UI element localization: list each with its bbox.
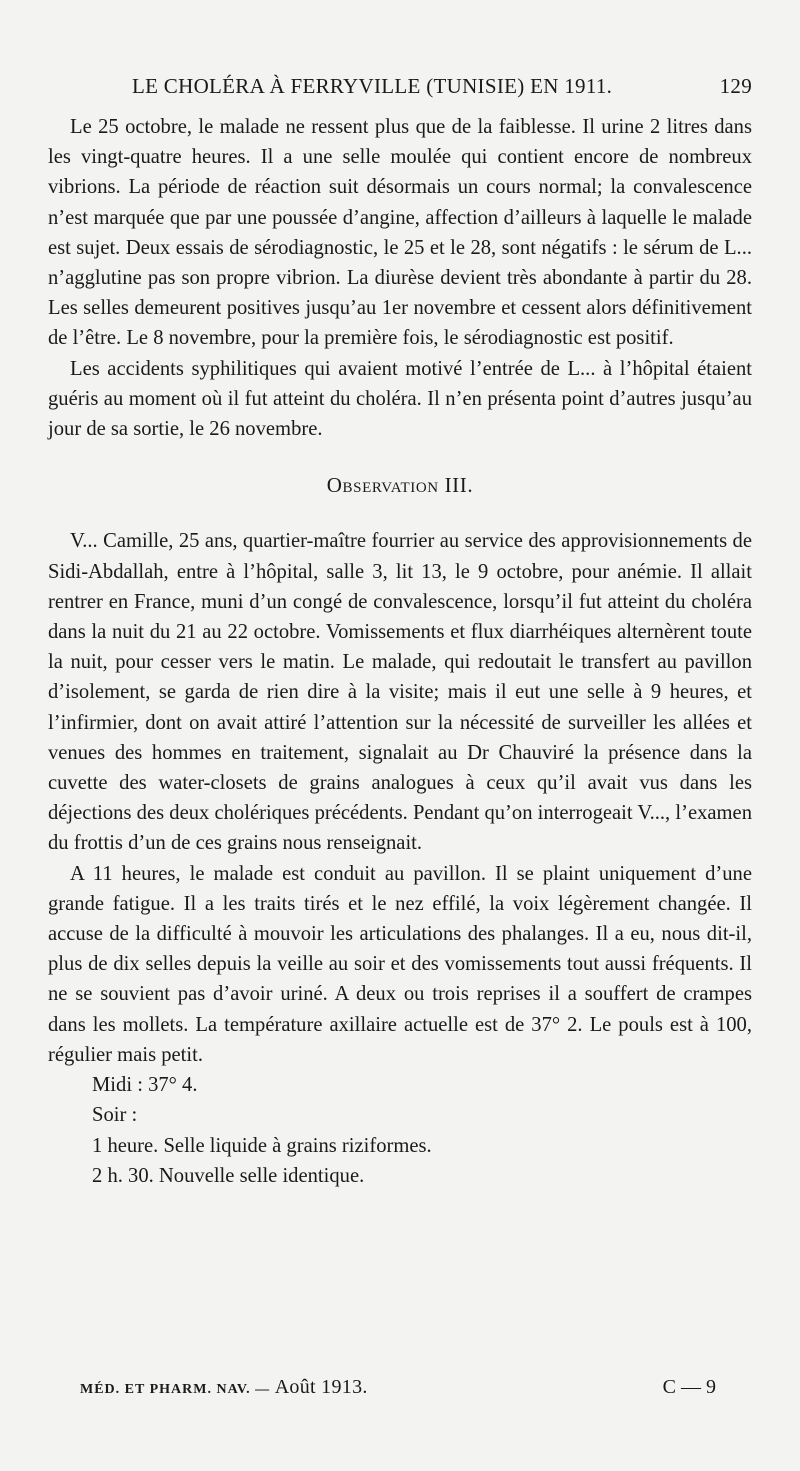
signature-mark: C — 9 [662, 1376, 716, 1398]
paragraph: A 11 heures, le malade est conduit au pavillon. Il se plaint uniquement d’une grande fatigue. Il a les traits tirés et le nez effilé, la voix légèrement changée. Il accuse de la difficulté à mouvoir les articulations des phalanges. Il a eu, nous dit-il, plus de dix selles depuis la veille au soir et des vomissements tout aussi fréquents. Il ne se souvient pas d’avoir uriné. A deux ou trois reprises il a souffert de crampes dans les mollets. La température axillaire actuelle est de 37° 2. Le pouls est à 100, régulier mais petit. [48, 862, 752, 1066]
page-footer [80, 1376, 752, 1406]
running-header [132, 74, 752, 108]
paragraph: Les accidents syphilitiques qui avaient motivé l’entrée de L... à l’hôpital étaient guéris au moment où il fut atteint du choléra. Il n’en présenta point d’autres jusqu’au jour de sa sortie, le 26 novembre. [48, 357, 752, 441]
time-entry: 1 heure. Selle liquide à grains riziformes. [92, 1134, 432, 1157]
paragraph: V... Camille, 25 ans, quartier-maître fourrier au service des approvisionnements de Sidi-Abdallah, entre à l’hôpital, salle 3, lit 13, le 9 octobre, pour anémie. Il allait rentrer en France, muni d’un congé de convalescence, lorsqu’il fut atteint du choléra dans la nuit du 21 au 22 octobre. Vomissements et flux diarrhéiques alternèrent toute la nuit, pour cesser vers le matin. Le malade, qui redoutait le transfert au pavillon d’isolement, se garda de rien dire à la visite; mais il eut une selle à 9 heures, et l’infirmier, dont on avait attiré l’attention sur la nécessité de surveiller les allées et venues des hommes en traitement, signalait au Dr Chauviré la présence dans la cuvette des water-closets de grains analogues à ceux qu’il avait vus dans les déjections des deux cholériques précédents. Pendant qu’on interrogeait V..., l’examen du frottis d’un de ces grains nous renseignait. [48, 530, 752, 855]
paragraph: Le 25 octobre, le malade ne ressent plus que de la faiblesse. Il urine 2 litres dans les vingt-quatre heures. Il a une selle moulée qui contient encore de nombreux vibrions. La période de réaction suit désormais un cours normal; la convalescence n’est marquée que par une poussée d’angine, affection d’ailleurs à laquelle le malade est sujet. Deux essais de sérodiagnostic, le 25 et le 28, sont négatifs : le sérum de L... n’agglutine pas son propre vibrion. La diurèse devient très abondante à partir du 28. Les selles demeurent positives jusqu’au 1er novembre et cessent alors définitivement de l’être. Le 8 novembre, pour la première fois, le sérodiagnostic est positif. [48, 116, 752, 350]
issue-date: Août 1913. [274, 1376, 368, 1398]
time-entry: Midi : 37° 4. [92, 1074, 198, 1097]
page-number: 129 [719, 74, 752, 98]
journal-abbrev: MÉD. ET PHARM. NAV. — [80, 1382, 271, 1397]
running-title: LE CHOLÉRA À FERRYVILLE (TUNISIE) EN 1911. [132, 74, 613, 98]
body-text [48, 112, 752, 1191]
time-entry: Soir : [92, 1104, 138, 1127]
journal-name [80, 1376, 368, 1399]
time-entry: 2 h. 30. Nouvelle selle identique. [92, 1164, 365, 1187]
section-title: Observation III. [326, 473, 474, 498]
